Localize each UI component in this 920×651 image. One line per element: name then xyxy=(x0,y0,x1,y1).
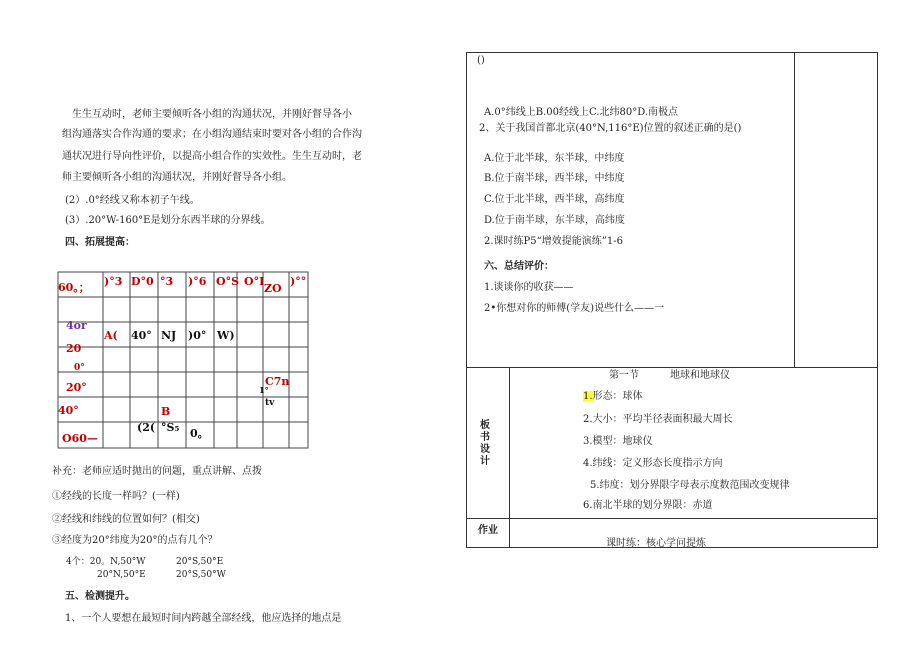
option-a: A.位于北半球，东半球，中纬度 xyxy=(484,153,625,164)
point-c-label: C7n xyxy=(265,375,290,388)
grid-top-label: )°° xyxy=(290,275,307,288)
table-left-border xyxy=(466,52,467,548)
paragraph-line-1: 生生互动时，老师主要倾听各小组的沟通状况，并刚好督导各小 xyxy=(72,109,352,120)
grid-top-label: O°I xyxy=(244,275,265,288)
paragraph-line-2: 组沟通落实合作沟通的要求；在小组沟通结束时要对各小组的合作沟 xyxy=(62,129,362,140)
grid-label-4or: 4or xyxy=(66,319,87,332)
highlight-number: 1. xyxy=(583,391,593,402)
grid-top-label: )°6 xyxy=(188,275,207,288)
grid-mid-label: )0° xyxy=(188,329,207,342)
grid-label-0: 0° xyxy=(74,363,85,373)
table-row-divider xyxy=(466,518,878,519)
grid-top-label: O°S xyxy=(216,275,240,288)
grid-b-row-label: °S₅ xyxy=(161,421,180,434)
grid-b-row-label: 0。 xyxy=(190,427,209,440)
homework-note: 2.课时练P5“增效提能演练”1-6 xyxy=(484,236,623,247)
options-q1: A.0°纬线上B.00经线上C.北纬80°D.南极点 xyxy=(484,107,679,118)
grid-top-label: D°0 xyxy=(131,275,154,288)
section-4-heading: 四、拓展提高： xyxy=(65,237,135,248)
board-item-1-text: 形态：球体 xyxy=(592,391,643,402)
table-top-border xyxy=(466,52,878,53)
grid-mid-label: NJ xyxy=(161,329,177,342)
point-a-label: A( xyxy=(104,329,118,342)
homework-text: 课时练：核心学问提炼 xyxy=(606,538,706,549)
table-row-divider xyxy=(466,367,878,368)
board-item-2: 2.大小：平均半径表面积最大周长 xyxy=(583,414,733,425)
option-d: D.位于南半球，东半球，高纬度 xyxy=(484,215,625,226)
grid-mid-label: W) xyxy=(217,329,235,342)
question-beijing: 2、关于我国首都北京(40°N,116°E)位置的叙述正确的是() xyxy=(479,123,742,134)
option-c: C.位于北半球，西半球，高纬度 xyxy=(484,194,625,205)
option-b: B.位于南半球，西半球，中纬度 xyxy=(484,173,625,184)
table-divider-vertical xyxy=(794,52,795,367)
answer-c: 20°N,50°E xyxy=(97,570,146,580)
grid-top-label: )°3 xyxy=(104,275,123,288)
section-5-heading: 五、检测提升。 xyxy=(65,591,135,602)
item-3: (3）.20°W-160°E是划分东西半球的分界线。 xyxy=(65,215,271,226)
grid-b-row-label: (2( xyxy=(137,421,156,434)
table-right-border xyxy=(877,52,878,548)
board-title-section: 第一节 xyxy=(609,370,639,381)
grid-label-20-deg: 20° xyxy=(66,381,87,394)
grid-top-label: °3 xyxy=(160,275,174,288)
point-c-tv: tv xyxy=(265,398,275,408)
answer-d: 20°S,50°W xyxy=(176,570,226,580)
grid-label-60: 60。； xyxy=(58,281,90,294)
board-title: 地球和地球仪 xyxy=(670,370,730,381)
summary-2: 2•你想对你的师傅(学友)说些什么——一 xyxy=(484,303,665,314)
table-label-divider xyxy=(509,367,510,548)
grid-mid-label: 40° xyxy=(131,329,152,342)
board-design-label: 板书设计 xyxy=(480,420,490,467)
board-item-5: 5.纬度：划分界限字母表示度数范围改变规律 xyxy=(590,480,790,491)
question-2: ②经线和纬线的位置如何？(相交) xyxy=(52,514,200,525)
item-2: (2）.0°经线又称本初子午线。 xyxy=(65,195,200,206)
paragraph-line-4: 师主要倾听各小组的沟通状况，并刚好督导各小组。 xyxy=(62,172,292,183)
answer-paren: () xyxy=(477,55,485,66)
question-1: ①经线的长度一样吗？(一样) xyxy=(52,491,180,502)
grid-label-20: 20 xyxy=(66,342,82,355)
supplement-note: 补充：老师应适时抛出的问题，重点讲解、点拨 xyxy=(52,466,262,477)
grid-top-label: ZO xyxy=(264,282,282,295)
board-item-6: 6.南北半球的划分界限：赤道 xyxy=(583,500,713,511)
board-item-4: 4.纬线：定义形态长度指示方向 xyxy=(583,458,723,469)
question-3: ③经度为20°纬度为20°的点有几个？ xyxy=(52,535,218,546)
section-6-heading: 六、总结评价： xyxy=(484,261,554,272)
paragraph-line-3: 通状况进行导向性评价，以提高小组合作的实效性。生生互动时，老 xyxy=(62,151,362,162)
board-item-1 xyxy=(583,392,643,402)
grid-label-40-deg: 40° xyxy=(58,404,79,417)
grid-label-o60: O60— xyxy=(62,432,98,445)
test-question-1: 1、一个人要想在最短时间内跨越全部经线，他应选择的地点是 xyxy=(65,613,342,624)
answer-a: 4个：20。N,50°W xyxy=(66,557,146,567)
point-b-label: B xyxy=(161,405,171,418)
point-c-sub: 1° xyxy=(259,385,269,395)
summary-1: 1.谈谈你的收获—— xyxy=(484,282,574,293)
board-item-3: 3.模型：地球仪 xyxy=(583,436,653,447)
answer-b: 20°S,50°E xyxy=(176,557,224,567)
homework-label: 作业 xyxy=(478,525,498,536)
